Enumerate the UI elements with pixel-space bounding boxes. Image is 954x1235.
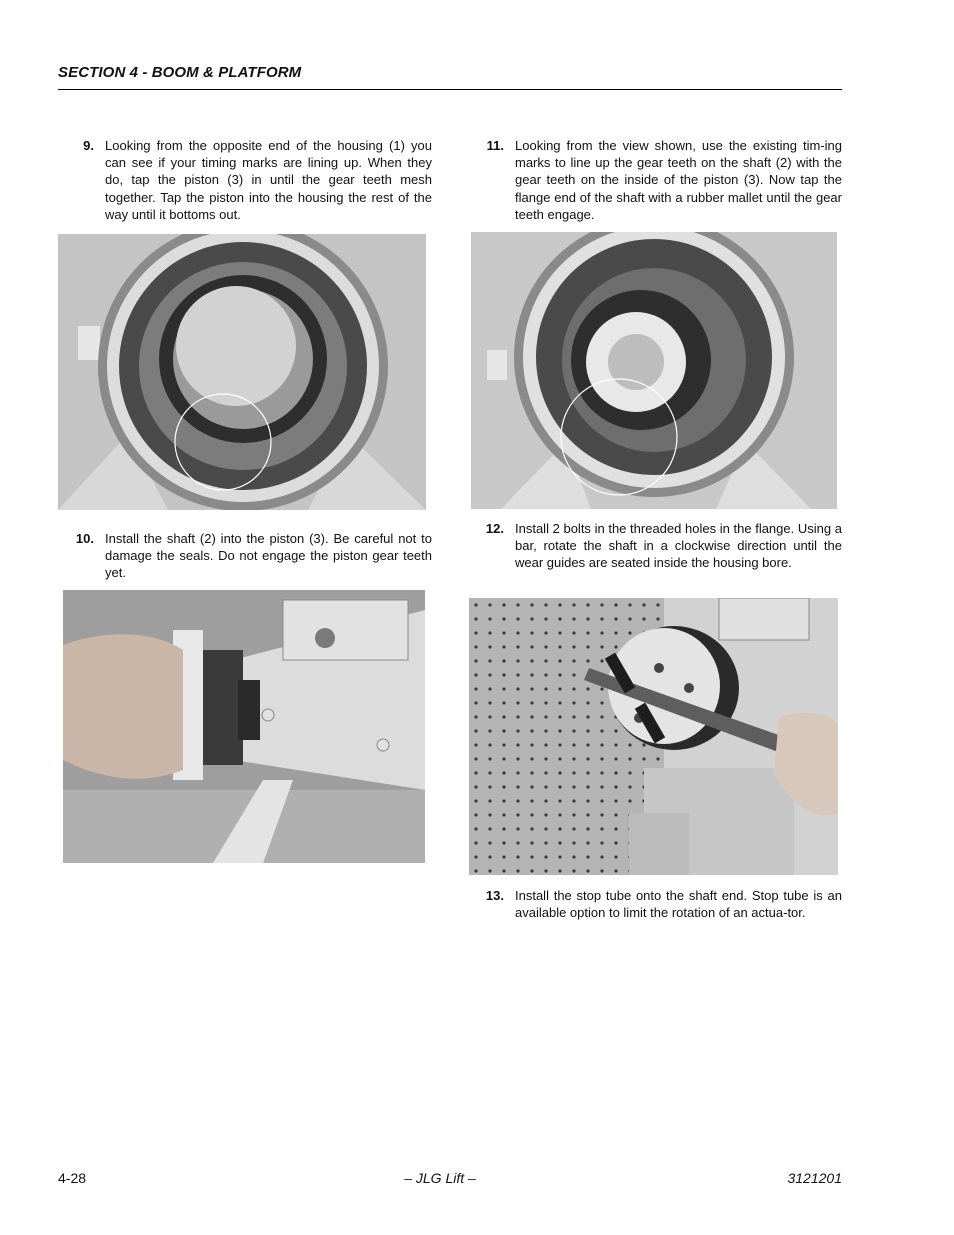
step-text: Install the shaft (2) into the piston (3). Be careful not to damage the seals. Do not engage the piston gear teeth yet. (105, 531, 432, 581)
step-text: Looking from the view shown, use the existing tim-ing marks to line up the gear teeth on the shaft (2) with the gear teeth on the inside of the piston (3). Now tap the flange end of the shaft with a rubber mallet until the gear teeth engage. (515, 138, 842, 222)
section-title: SECTION 4 - BOOM & PLATFORM (58, 64, 302, 81)
step-text: Install 2 bolts in the threaded holes in the flange. Using a bar, rotate the shaft in a clockwise direction until the wear guides are seated inside the housing bore. (515, 521, 842, 571)
step-text: Install the stop tube onto the shaft end. Stop tube is an available option to limit the rotation of an actua-tor. (515, 888, 842, 921)
step-number: 11. (486, 138, 504, 153)
photo-housing-piston-timing (58, 234, 426, 510)
photo-shaft-install-image (63, 590, 425, 863)
header-rule (58, 89, 842, 90)
step-number: 12. (485, 521, 504, 536)
publisher-name: – JLG Lift – (404, 1170, 476, 1186)
step-number: 10. (75, 531, 94, 546)
photo-rotate-shaft-bar (469, 598, 838, 875)
photo-housing-piston-timing-image (58, 234, 426, 510)
photo-rotate-shaft-bar-image (469, 598, 838, 875)
photo-shaft-install (63, 590, 425, 863)
page-number: 4-28 (58, 1170, 87, 1186)
document-number: 3121201 (787, 1170, 842, 1186)
step-number: 13. (485, 888, 504, 903)
photo-gear-teeth-alignment (471, 232, 837, 509)
step-text: Looking from the opposite end of the housing (1) you can see if your timing marks are lining up. When they do, tap the piston (3) in until the gear teeth mesh together. Tap the piston into the housing the rest of the way until it bottoms out. (105, 138, 432, 222)
photo-gear-teeth-alignment-image (471, 232, 837, 509)
step-number: 9. (83, 138, 94, 153)
